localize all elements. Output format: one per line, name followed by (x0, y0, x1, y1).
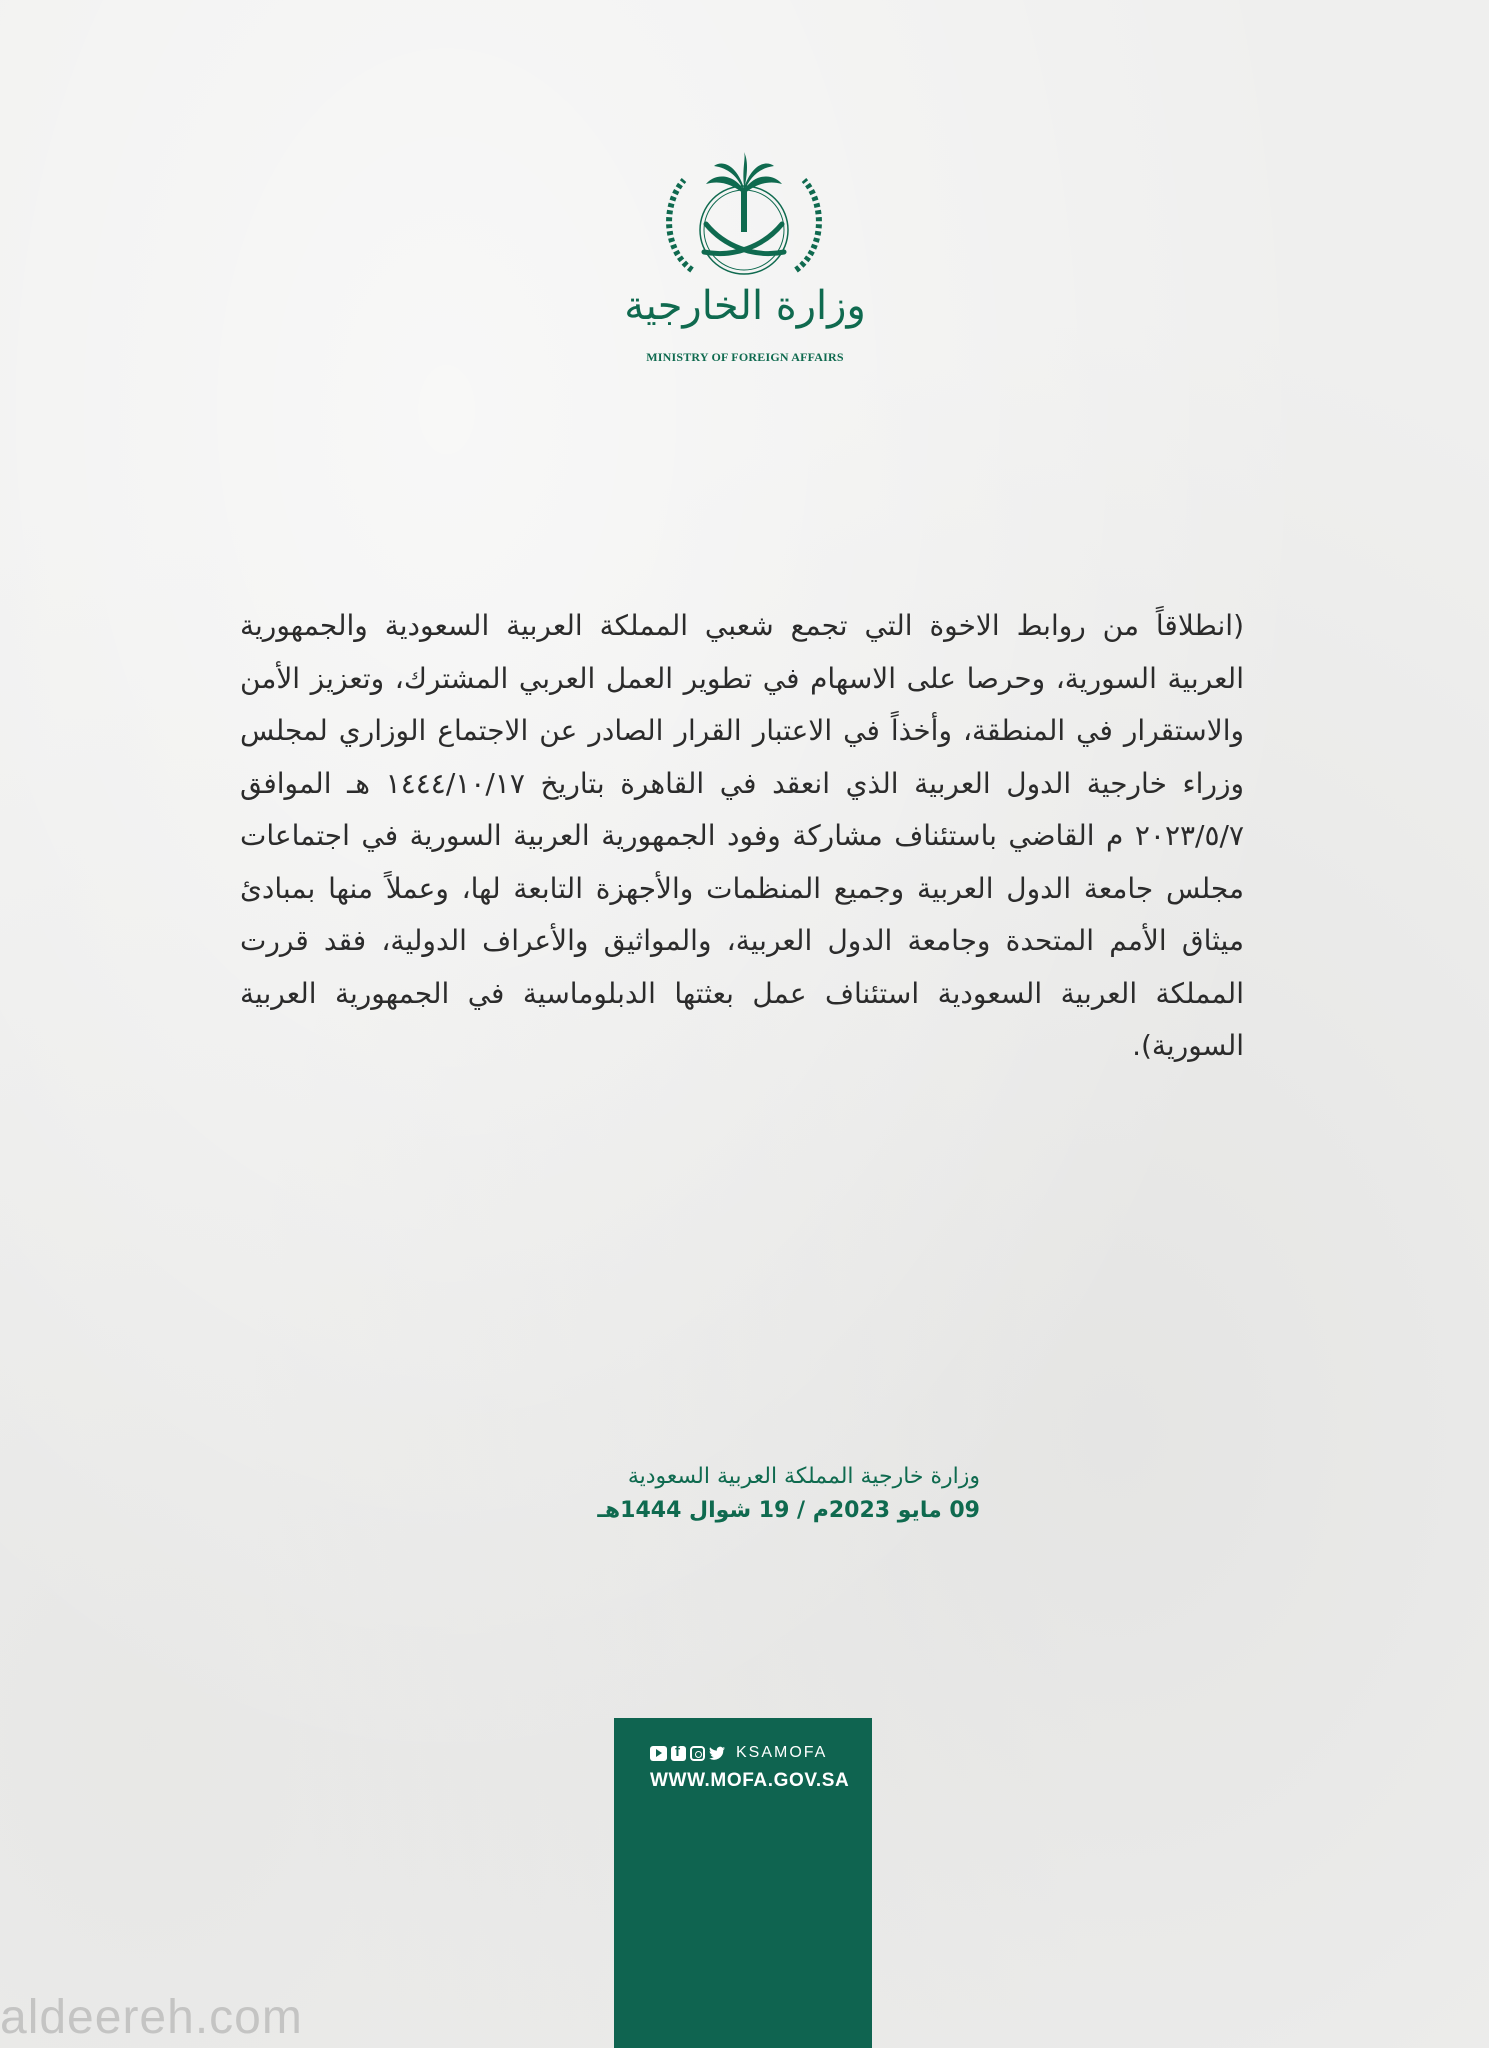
facebook-icon[interactable] (671, 1746, 686, 1761)
instagram-icon[interactable] (690, 1746, 705, 1761)
ministry-name-arabic: وزارة الخارجية (624, 283, 866, 329)
issuer-name: وزارة خارجية المملكة العربية السعودية (627, 1464, 980, 1489)
footer-panel (614, 1718, 872, 2048)
palm-and-crossed-swords-emblem-icon (644, 150, 844, 290)
watermark: aldeereh.com (0, 1991, 303, 2044)
twitter-icon[interactable] (709, 1746, 726, 1761)
youtube-icon[interactable] (650, 1746, 667, 1761)
social-handle[interactable]: KSAMOFA (736, 1744, 828, 1761)
signature-block (440, 1460, 980, 1528)
website-link[interactable]: WWW.MOFA.GOV.SA (650, 1770, 850, 1791)
statement-body: (انطلاقاً من روابط الاخوة التي تجمع شعبي المملكة العربية السعودية والجمهورية العربية السورية، وحرصا على الاسهام في تطوير العمل العربي المشترك، وتعزيز الأمن والاستقرار في المنطقة، وأخذاً في الاعتبار القرار الصادر عن الاجتماع الوزاري لمجلس وزراء خارجية الدول العربية الذي انعقد في القاهرة بتاريخ ١٤٤٤/١٠/١٧ هـ الموافق ٢٠٢٣/٥/٧ م القاضي باستئناف مشاركة وفود الجمهورية العربية السورية في اجتماعات مجلس جامعة الدول العربية وجميع المنظمات والأجهزة التابعة لها، وعملاً منها بمبادئ ميثاق الأمم المتحدة وجامعة الدول العربية، والمواثيق والأعراف الدولية، فقد قررت المملكة العربية السعودية استئناف عمل بعثتها الدبلوماسية في الجمهورية العربية السورية). (240, 609, 1245, 1062)
ministry-name-english: MINISTRY OF FOREIGN AFFAIRS (646, 350, 844, 364)
social-links (650, 1744, 827, 1762)
issue-date: 09 مايو 2023م / 19 شوال 1444هـ (597, 1498, 980, 1523)
